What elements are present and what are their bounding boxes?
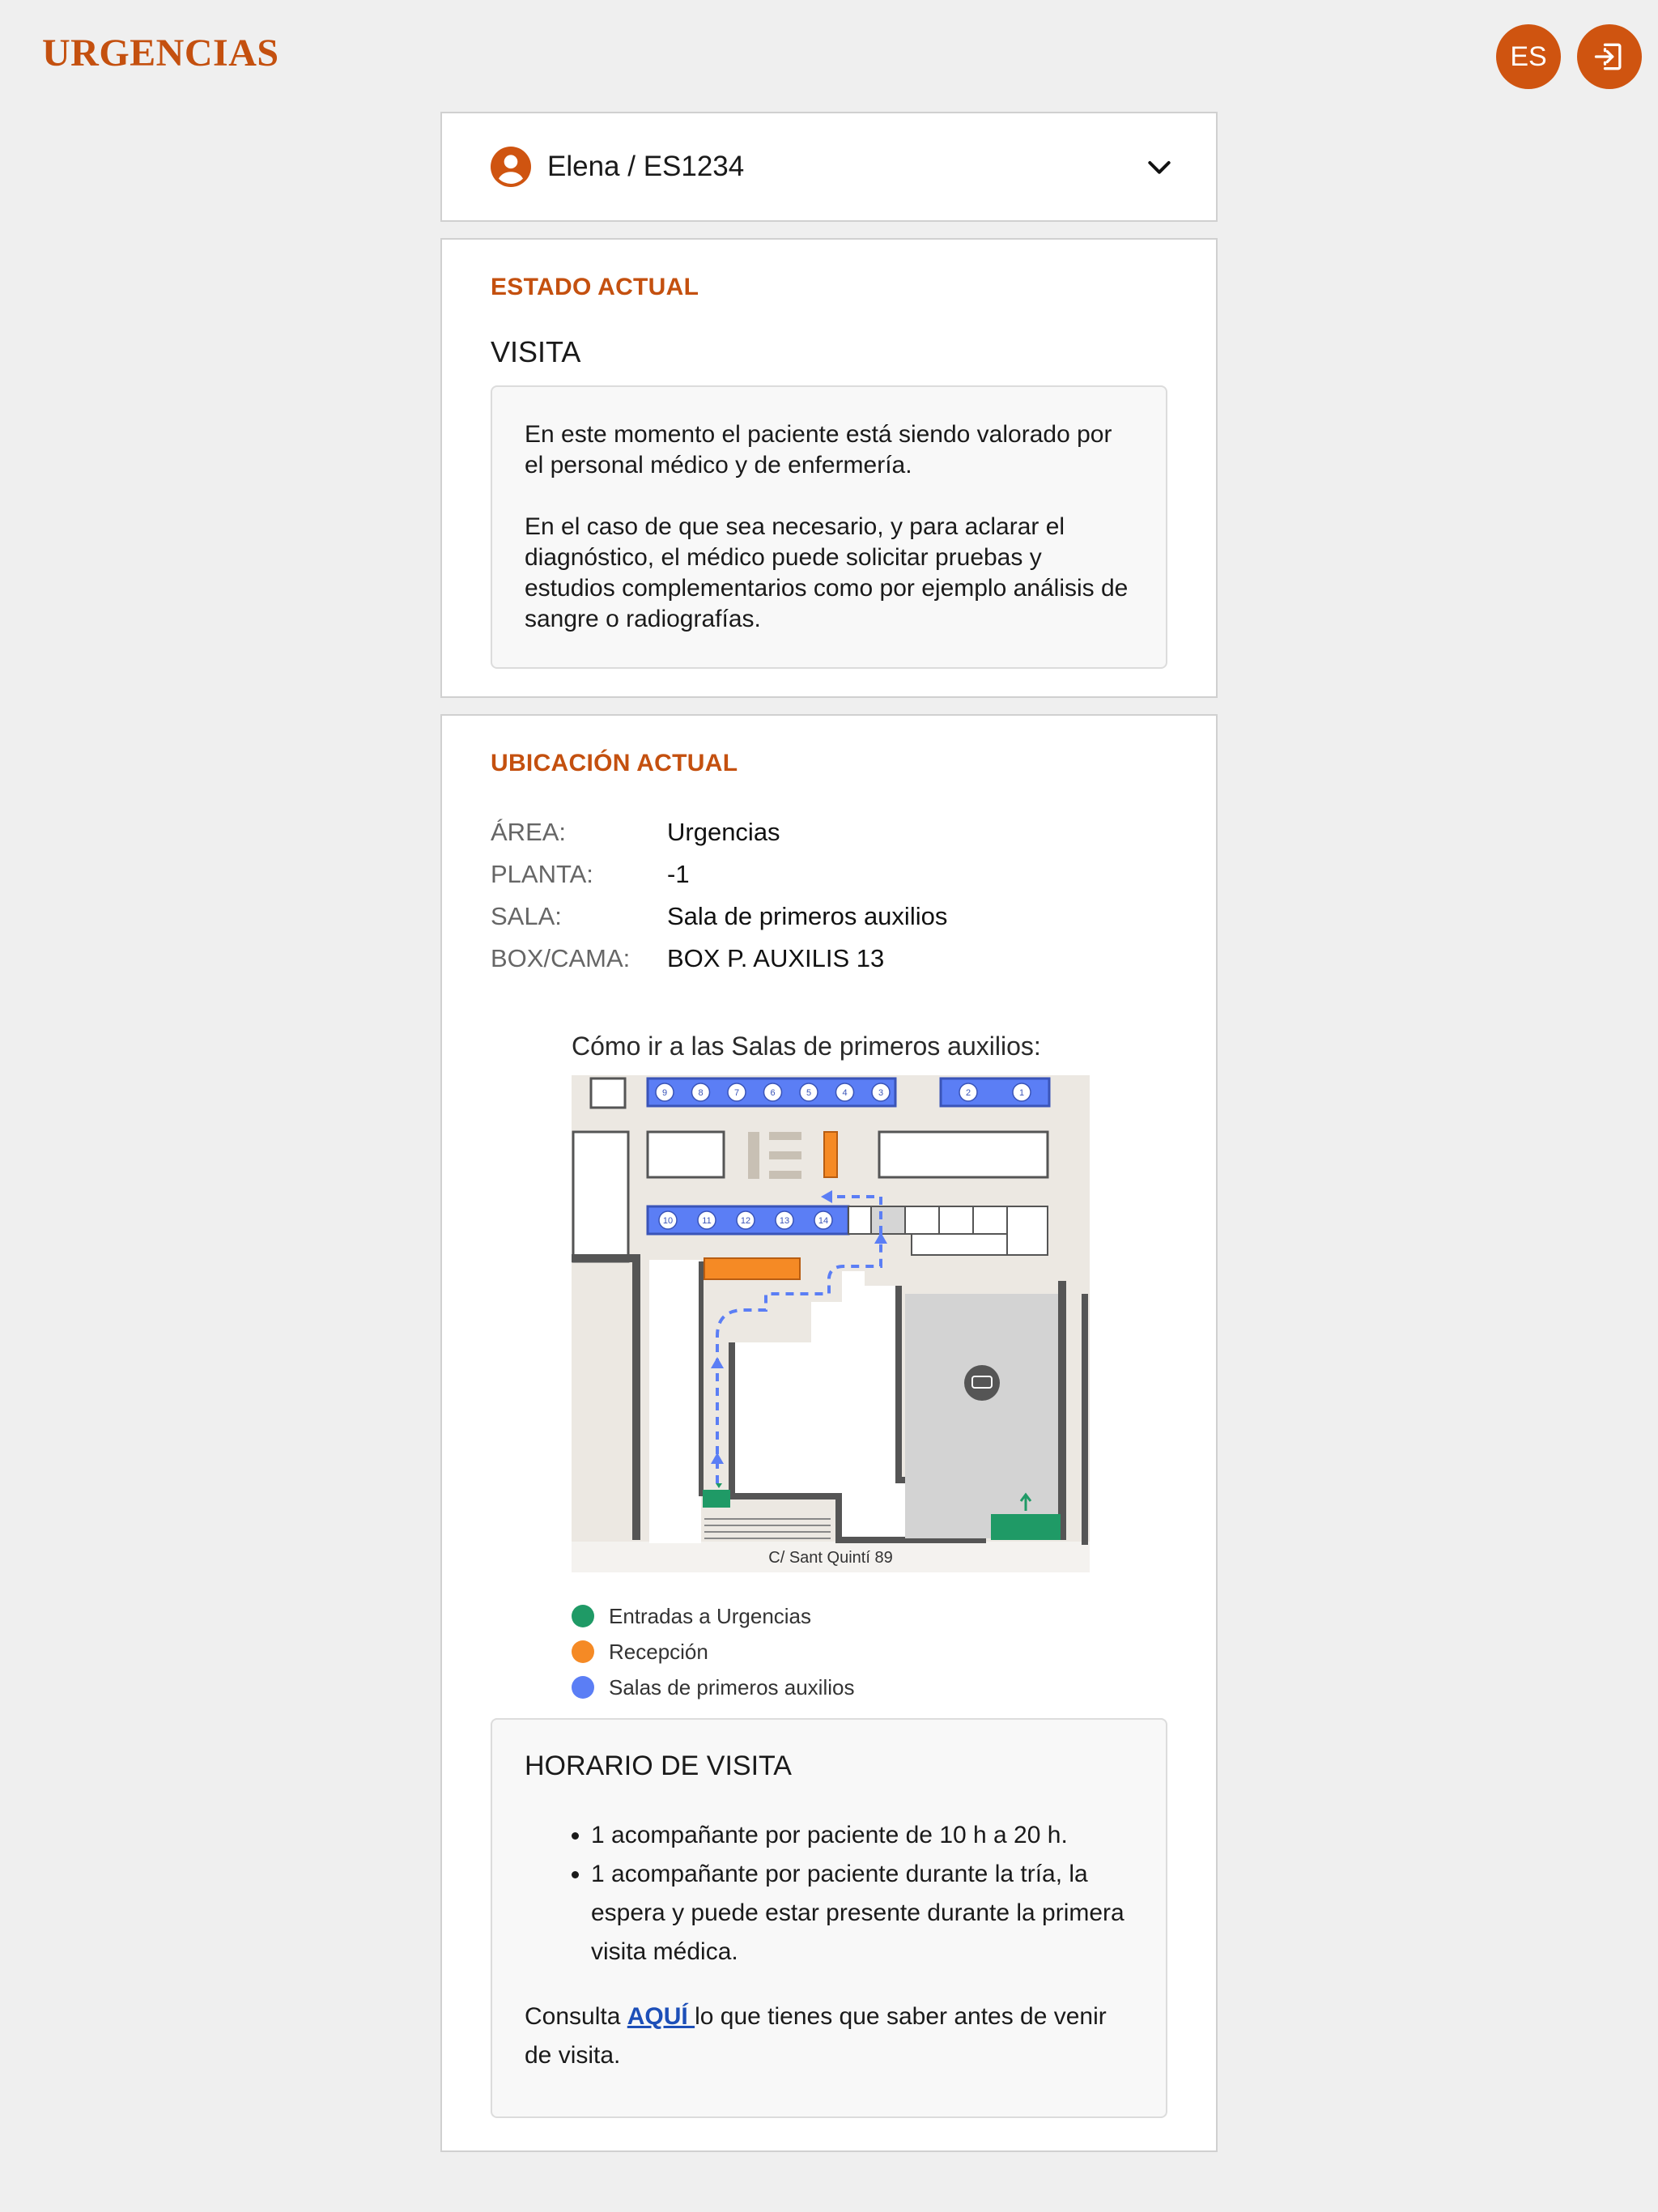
patient-selector[interactable] xyxy=(440,112,1218,222)
visiting-info-suffix: lo que tienes que saber antes de venir de visita. xyxy=(525,2003,1107,2069)
location-label: BOX/CAMA: xyxy=(491,944,631,972)
room-number: 6 xyxy=(770,1088,776,1098)
room-number: 1 xyxy=(1018,1088,1025,1098)
location-row-floor xyxy=(491,853,1167,895)
location-value: Sala de primeros auxilios xyxy=(667,902,948,930)
visiting-hours-box xyxy=(491,1718,1167,2118)
location-row-area xyxy=(491,811,1167,853)
location-label: PLANTA: xyxy=(491,860,593,888)
visiting-info-text xyxy=(525,1997,1133,2075)
room-number: 9 xyxy=(661,1088,668,1098)
logout-icon xyxy=(1592,39,1627,74)
floor-plan-map xyxy=(572,1075,1090,1572)
patient-name: Elena / ES1234 xyxy=(547,151,745,182)
room-number: 14 xyxy=(818,1216,829,1226)
status-value: VISITA xyxy=(491,335,581,368)
user-circle-icon xyxy=(491,147,531,187)
room-number: 2 xyxy=(965,1088,971,1098)
legend-label: Recepción xyxy=(609,1639,708,1664)
map-title: Cómo ir a las Salas de primeros auxilios: xyxy=(572,1032,1041,1061)
street-label: C/ Sant Quintí 89 xyxy=(768,1549,893,1567)
location-label: SALA: xyxy=(491,902,562,930)
chevron-down-icon[interactable] xyxy=(1143,151,1175,183)
room-number: 10 xyxy=(662,1216,674,1226)
map-legend xyxy=(572,1598,854,1705)
legend-dot xyxy=(572,1605,594,1627)
logout-button[interactable] xyxy=(1577,24,1642,89)
location-value: -1 xyxy=(667,860,690,888)
status-paragraph: En el caso de que sea necesario, y para aclarar el diagnóstico, el médico puede solicitar pruebas y estudios complementarios como por ejemplo análisis de sangre o radiografías. xyxy=(525,513,1129,632)
location-value: Urgencias xyxy=(667,818,780,846)
room-number: 8 xyxy=(698,1088,704,1098)
location-details xyxy=(491,811,1167,980)
status-title: ESTADO ACTUAL xyxy=(491,274,699,300)
legend-label: Entradas a Urgencias xyxy=(609,1603,812,1628)
location-row-room xyxy=(491,895,1167,938)
legend-item-entrances xyxy=(572,1598,854,1634)
location-title: UBICACIÓN ACTUAL xyxy=(491,750,738,776)
room-number: 3 xyxy=(878,1088,884,1098)
status-card xyxy=(440,238,1218,698)
visiting-hours-title: HORARIO DE VISITA xyxy=(525,1750,792,1781)
legend-label: Salas de primeros auxilios xyxy=(609,1674,855,1699)
language-button[interactable]: ES xyxy=(1496,24,1561,89)
room-number: 7 xyxy=(733,1088,740,1098)
location-card xyxy=(440,714,1218,2152)
list-item: • 1 acompañante por paciente durante la tría, la espera y puede estar presente durante la primera visita médica. xyxy=(591,1855,1133,1972)
room-number: 5 xyxy=(806,1088,812,1098)
legend-item-first-aid xyxy=(572,1670,854,1705)
location-label: ÁREA: xyxy=(491,818,567,846)
legend-dot xyxy=(572,1676,594,1699)
status-description xyxy=(491,385,1167,669)
location-value: BOX P. AUXILIS 13 xyxy=(667,944,885,972)
room-number: 4 xyxy=(842,1088,848,1098)
legend-dot xyxy=(572,1640,594,1663)
legend-item-reception xyxy=(572,1634,854,1670)
visiting-info-prefix: Consulta xyxy=(525,2003,627,2030)
status-paragraph: En este momento el paciente está siendo valorado por el personal médico y de enfermería. xyxy=(525,421,1112,479)
list-item: • 1 acompañante por paciente de 10 h a 20 h. xyxy=(591,1816,1133,1855)
room-number: 11 xyxy=(702,1216,712,1226)
room-number: 13 xyxy=(779,1216,790,1226)
location-row-box xyxy=(491,938,1167,980)
room-number: 12 xyxy=(740,1216,751,1226)
brand-title: URGENCIAS xyxy=(42,32,279,74)
visiting-hours-list xyxy=(525,1816,1133,1972)
visiting-info-link[interactable]: AQUÍ xyxy=(627,2003,695,2030)
